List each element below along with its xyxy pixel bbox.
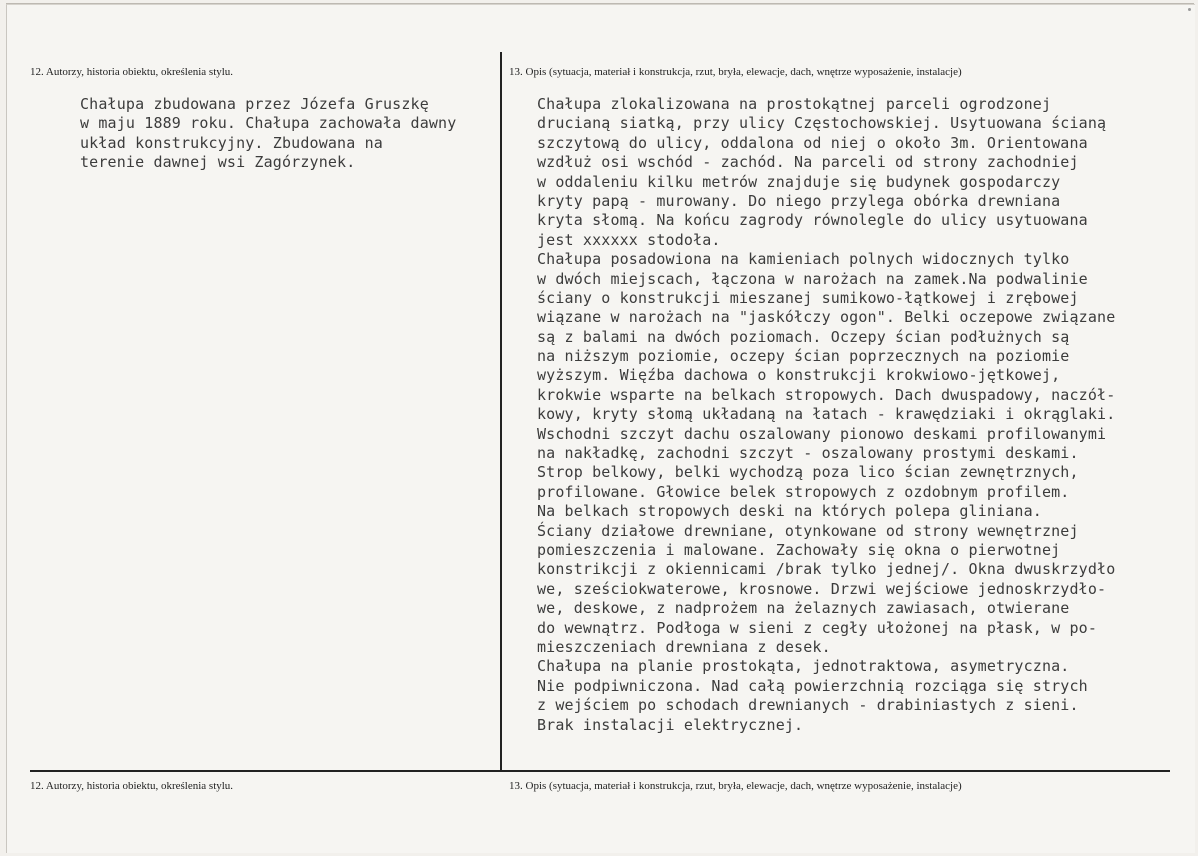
section-13-line: Nie podpiwniczona. Nad całą powierzchnią rozciąga się strych bbox=[537, 676, 1088, 695]
section-13-line: Ściany działowe drewniane, otynkowane od strony wewnętrznej bbox=[537, 521, 1079, 540]
section-13-line: profilowane. Głowice belek stropowych z ozdobnym profilem. bbox=[537, 482, 1070, 501]
footer-section-12-label: 12. Autorzy, historia obiektu, określenia stylu. bbox=[30, 780, 234, 792]
section-13-line: ściany o konstrukcji mieszanej sumikowo-łątkowej i zrębowej bbox=[537, 288, 1079, 307]
section-13-line: kowy, kryty słomą układaną na łatach - krawędziaki i okrąglaki. bbox=[537, 405, 1116, 424]
section-13-line: pomieszczenia i malowane. Zachowały się okna o pierwotnej bbox=[537, 540, 1061, 559]
section-13-line: na nakładkę, zachodni szczyt - oszalowany prostymi deskami. bbox=[537, 444, 1079, 463]
section-13-line: kryta słomą. Na końcu zagrody równolegle do ulicy usytuowana bbox=[537, 211, 1088, 230]
section-13-line: w dwóch miejscach, łączona w narożach na zamek.Na podwalinie bbox=[537, 269, 1088, 288]
section-12-line: Chałupa zbudowana przez Józefa Gruszkę bbox=[80, 95, 429, 113]
section-13-line: Chałupa zlokalizowana na prostokątnej parceli ogrodzonej bbox=[537, 95, 1052, 113]
corner-mark bbox=[1188, 8, 1191, 11]
bottom-rule bbox=[30, 770, 1170, 772]
section-12-line: układ konstrukcyjny. Zbudowana na bbox=[80, 133, 383, 152]
section-13-line: drucianą siatką, przy ulicy Częstochowskiej. Usytuowana ścianą bbox=[537, 114, 1107, 133]
section-13-line: Chałupa posadowiona na kamieniach polnych widocznych tylko bbox=[537, 250, 1070, 269]
section-13-line: szczytową do ulicy, oddalona od niej o około 3m. Orientowana bbox=[537, 133, 1088, 152]
section-13-line: wyższym. Więźba dachowa o konstrukcji krokwiowo-jętkowej, bbox=[537, 366, 1061, 385]
section-12-text bbox=[80, 95, 456, 173]
section-13-line: konstrikcji z okiennicami /brak tylko jednej/. Okna dwuskrzydło bbox=[537, 560, 1116, 579]
section-13-line: w oddaleniu kilku metrów znajduje się budynek gospodarczy bbox=[537, 172, 1061, 191]
section-13-line: jest xxxxxx stodoła. bbox=[537, 230, 721, 249]
section-13-header: 13. Opis (sytuacja, materiał i konstrukcja, rzut, bryła, elewacje, dach, wnętrze wyposażenie, instalacje) bbox=[509, 66, 962, 78]
footer-section-13-label: 13. Opis (sytuacja, materiał i konstrukcja, rzut, bryła, elewacje, dach, wnętrze wyposażenie, instalacje) bbox=[509, 780, 962, 792]
section-13-line: do wewnątrz. Podłoga w sieni z cegły ułożonej na płask, w po- bbox=[537, 618, 1098, 637]
section-13-line: z wejściem po schodach drewnianych - drabiniastych z sieni. bbox=[537, 696, 1079, 715]
section-13-line: Wschodni szczyt dachu oszalowany pionowo deskami profilowanymi bbox=[537, 424, 1107, 443]
section-12-line: terenie dawnej wsi Zagórzynek. bbox=[80, 153, 356, 172]
section-13-line: we, deskowe, z nadprożem na żelaznych zawiasach, otwierane bbox=[537, 599, 1070, 618]
section-12-line: w maju 1889 roku. Chałupa zachowała dawny bbox=[80, 114, 457, 133]
section-13-line: krokwie wsparte na belkach stropowych. Dach dwuspadowy, naczół- bbox=[537, 385, 1116, 404]
section-13-line: są z balami na dwóch poziomach. Oczepy ścian podłużnych są bbox=[537, 327, 1070, 346]
section-13-line: mieszczeniach drewniana z desek. bbox=[537, 637, 831, 656]
section-13-line: Na belkach stropowych deski na których polepa gliniana. bbox=[537, 502, 1042, 521]
section-13-line: Chałupa na planie prostokąta, jednotraktowa, asymetryczna. bbox=[537, 657, 1070, 676]
section-13-line: na niższym poziomie, oczepy ścian poprzecznych na poziomie bbox=[537, 347, 1070, 366]
section-12-header: 12. Autorzy, historia obiektu, określenia stylu. bbox=[30, 66, 234, 78]
section-13-line: kryty papą - murowany. Do niego przylega obórka drewniana bbox=[537, 191, 1061, 210]
section-13-text bbox=[537, 95, 1115, 735]
section-13-line: Brak instalacji elektrycznej. bbox=[537, 715, 804, 734]
section-13-line: wiązane w narożach na "jaskółczy ogon". Belki oczepowe związane bbox=[537, 308, 1116, 327]
section-13-line: we, sześciokwaterowe, krosnowe. Drzwi wejściowe jednoskrzydło- bbox=[537, 579, 1107, 598]
section-13-line: Strop belkowy, belki wychodzą poza lico ścian zewnętrznych, bbox=[537, 463, 1079, 482]
column-divider bbox=[500, 52, 502, 772]
section-13-line: wzdłuż osi wschód - zachód. Na parceli od strony zachodniej bbox=[537, 153, 1079, 172]
